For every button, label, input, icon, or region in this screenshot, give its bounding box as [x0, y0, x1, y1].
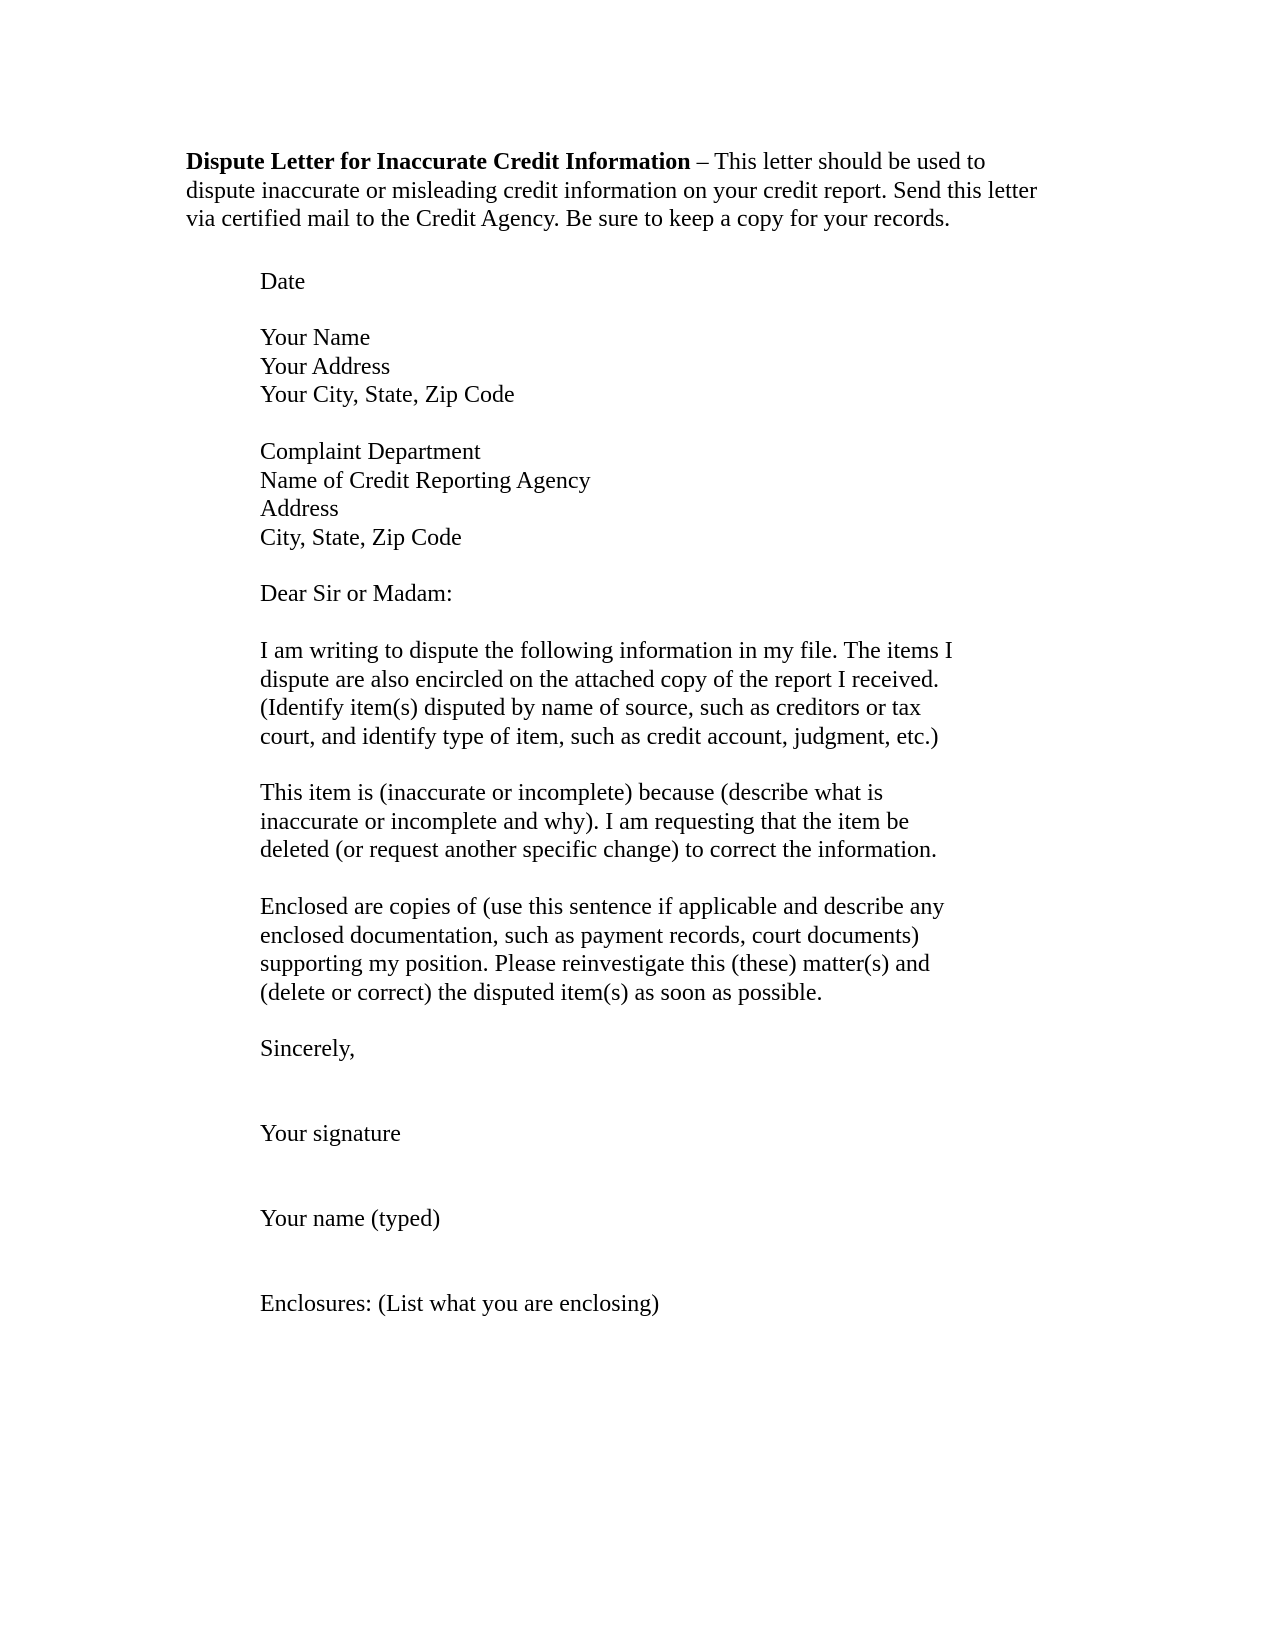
paragraph2-line-1: This item is (inaccurate or incomplete) because (describe what is — [260, 780, 884, 806]
recipient-address — [260, 438, 591, 552]
signature-placeholder: Your signature — [260, 1121, 401, 1147]
intro-line-3: via certified mail to the Credit Agency. Be sure to keep a copy for your records. — [186, 206, 951, 232]
recipient-street: Address — [260, 496, 339, 522]
intro-line-2: dispute inaccurate or misleading credit information on your credit report. Send this letter — [186, 177, 1038, 204]
paragraph3-line-2: enclosed documentation, such as payment records, court documents) — [260, 922, 920, 949]
enclosures-text: Enclosures: (List what you are enclosing) — [260, 1291, 660, 1317]
paragraph3-line-3: supporting my position. Please reinvestigate this (these) matter(s) and — [260, 951, 930, 977]
sender-name: Your Name — [260, 325, 371, 351]
recipient-agency: Name of Credit Reporting Agency — [260, 467, 591, 494]
paragraph1-line-1: I am writing to dispute the following information in my file. The items I — [260, 638, 953, 664]
intro-paragraph — [186, 148, 1086, 234]
paragraph3-line-1: Enclosed are copies of (use this sentence if applicable and describe any — [260, 894, 945, 920]
paragraph-dispute — [260, 637, 953, 751]
paragraph-reason — [260, 779, 937, 865]
paragraph1-line-3: (Identify item(s) disputed by name of source, such as creditors or tax — [260, 695, 922, 721]
recipient-city: City, State, Zip Code — [260, 524, 462, 551]
intro-text: – This letter should be used to — [690, 149, 986, 175]
letter-date — [260, 268, 305, 297]
closing — [260, 1035, 355, 1064]
date-placeholder: Date — [260, 269, 306, 295]
paragraph3-line-4: (delete or correct) the disputed item(s) as soon as possible. — [260, 979, 823, 1006]
intro-line-1 — [186, 148, 1086, 177]
salutation-text: Dear Sir or Madam: — [260, 581, 453, 607]
paragraph2-line-3: deleted (or request another specific change) to correct the information. — [260, 837, 938, 863]
document-title: Dispute Letter for Inaccurate Credit Information — [186, 149, 691, 175]
typed-name-placeholder: Your name (typed) — [260, 1206, 441, 1232]
recipient-department: Complaint Department — [260, 439, 481, 465]
paragraph2-line-2: inaccurate or incomplete and why). I am requesting that the item be — [260, 808, 910, 835]
salutation — [260, 580, 453, 609]
enclosures-line — [260, 1290, 659, 1319]
sender-city: Your City, State, Zip Code — [260, 382, 515, 408]
sender-street: Your Address — [260, 353, 391, 380]
paragraph-enclosed — [260, 893, 944, 1007]
signature-line — [260, 1120, 401, 1149]
paragraph1-line-4: court, and identify type of item, such as credit account, judgment, etc.) — [260, 723, 939, 750]
closing-text: Sincerely, — [260, 1036, 356, 1062]
sender-address — [260, 324, 515, 410]
paragraph1-line-2: dispute are also encircled on the attached copy of the report I received. — [260, 666, 940, 693]
typed-name-line — [260, 1205, 440, 1234]
